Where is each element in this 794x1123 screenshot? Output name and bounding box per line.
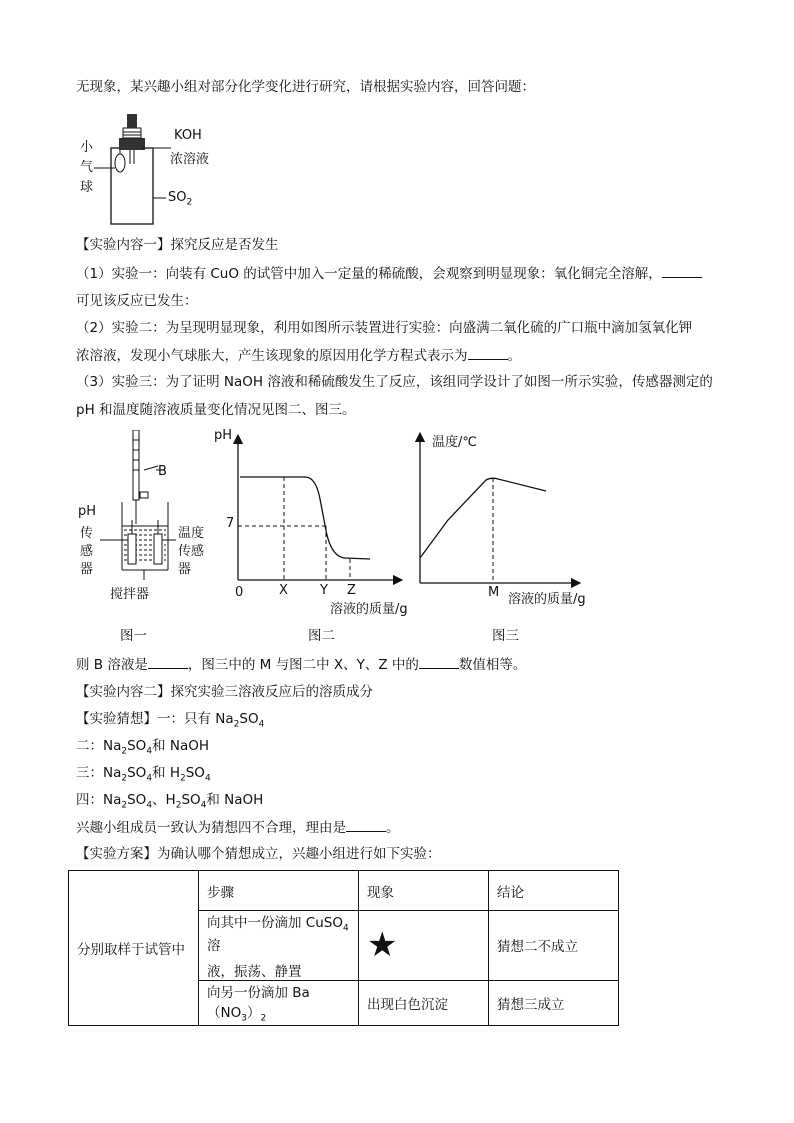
guess-3: 三：$Na_2SO_4$和 $H_2SO_4$ [76, 765, 211, 784]
fig1-b-label: B [158, 464, 167, 479]
figure-three-caption: 图三 [492, 628, 519, 644]
fig1-temp-label: 传感 [178, 544, 205, 559]
fig2-y: Y [320, 583, 328, 598]
q2-line1: （2）实验二：为呈现明显现象，利用如图所示装置进行实验：向盛满二氧化硫的广口瓶中滴加氢氧化钾 [76, 320, 693, 336]
fig2-ylabel: pH [214, 428, 233, 443]
fig2-xlabel: 溶液的质量/g [330, 602, 408, 617]
fig1-ph-label: 感 [80, 544, 94, 559]
balloon-label-1: 小 [80, 140, 94, 155]
header-step: 步骤 [199, 871, 359, 911]
q3-line1: （3）实验三：为了证明 NaOH 溶液和稀硫酸发生了反应，该组同学设计了如图一所示实验，传感器测定的 [76, 374, 713, 390]
row2-phenomenon: 出现白色沉淀 [359, 980, 489, 1025]
guess-1: 【实验猜想】一：只有 $Na_2SO_4$ [76, 711, 265, 730]
row1-phenomenon [359, 911, 489, 981]
answer-blank [468, 346, 508, 360]
fig1-temp-label: 温度 [178, 526, 205, 541]
star-icon: ★ [367, 925, 398, 966]
fig3-m: M [488, 585, 500, 600]
so2-label: $SO_2$ [168, 190, 193, 208]
guess-4: 四：$Na_2SO_4$、$H_2SO_4$和 NaOH [76, 792, 264, 811]
figure-two-chart [210, 425, 410, 595]
figure-two-caption: 图二 [308, 628, 335, 644]
row1-conclusion: 猜想二不成立 [489, 911, 619, 981]
fig1-ph-label: pH [78, 504, 97, 519]
after-figures-question: 则 B 溶液是 ，图三中的 M 与图二中 X、Y、Z 中的 数值相等。 [76, 657, 527, 673]
answer-blank [662, 264, 702, 278]
q3-line2: pH 和温度随溶液质量变化情况见图二、图三。 [76, 402, 356, 418]
answer-blank [419, 655, 459, 669]
experiment-table [68, 870, 619, 1026]
balloon-label-2: 气 [80, 160, 94, 175]
q1-line2: 可见该反应已发生： [76, 293, 198, 309]
koh-label: KOH [174, 128, 202, 143]
fig1-temp-label: 器 [178, 562, 192, 577]
header-conclusion: 结论 [489, 871, 619, 911]
reason-question: 兴趣小组成员一致认为猜想四不合理，理由是 。 [76, 820, 400, 836]
fig2-x: X [279, 583, 288, 598]
fig3-ylabel: 温度/℃ [432, 435, 477, 450]
fig1-ph-label: 器 [80, 562, 94, 577]
q2-line2: 浓溶液，发现小气球胀大，产生该现象的原因用化学方程式表示为 。 [76, 348, 521, 364]
fig2-z: Z [347, 583, 356, 598]
apparatus-figure [76, 108, 236, 228]
answer-blank [346, 818, 386, 832]
figure-one-apparatus [100, 430, 190, 580]
part2-title: 【实验内容二】探究实验三溶液反应后的溶质成分 [76, 684, 373, 700]
balloon-label-3: 球 [80, 180, 94, 195]
fig3-xlabel: 溶液的质量/g [508, 592, 586, 607]
fig2-seven: 7 [226, 516, 235, 531]
merged-cell: 分别取样于试管中 [69, 871, 199, 1026]
conc-label: 浓溶液 [170, 152, 210, 167]
fig2-origin: 0 [235, 585, 244, 600]
part1-title: 【实验内容一】探究反应是否发生 [76, 237, 279, 253]
intro-text: 无现象，某兴趣小组对部分化学变化进行研究，请根据实验内容，回答问题： [76, 79, 535, 95]
figure-one-caption: 图一 [120, 628, 147, 644]
row2-step: 向另一份滴加 $Ba(NO_3)_2$ [199, 980, 359, 1025]
row1-step: 向其中一份滴加 CuSO$_4$溶 液，振荡、静置 [199, 911, 359, 981]
fig1-ph-label: 传 [80, 526, 94, 541]
guess-2: 二：$Na_2SO_4$和 NaOH [76, 738, 209, 757]
q1-line1: （1）实验一：向装有 CuO 的试管中加入一定量的稀硫酸，会观察到明显现象：氧化铜完全溶解， [76, 264, 702, 283]
answer-blank [148, 655, 188, 669]
header-phenomenon: 现象 [359, 871, 489, 911]
fig1-stirrer-label: 搅拌器 [110, 587, 150, 602]
plan-title: 【实验方案】为确认哪个猜想成立，兴趣小组进行如下实验： [76, 846, 441, 862]
row2-conclusion: 猜想三成立 [489, 980, 619, 1025]
